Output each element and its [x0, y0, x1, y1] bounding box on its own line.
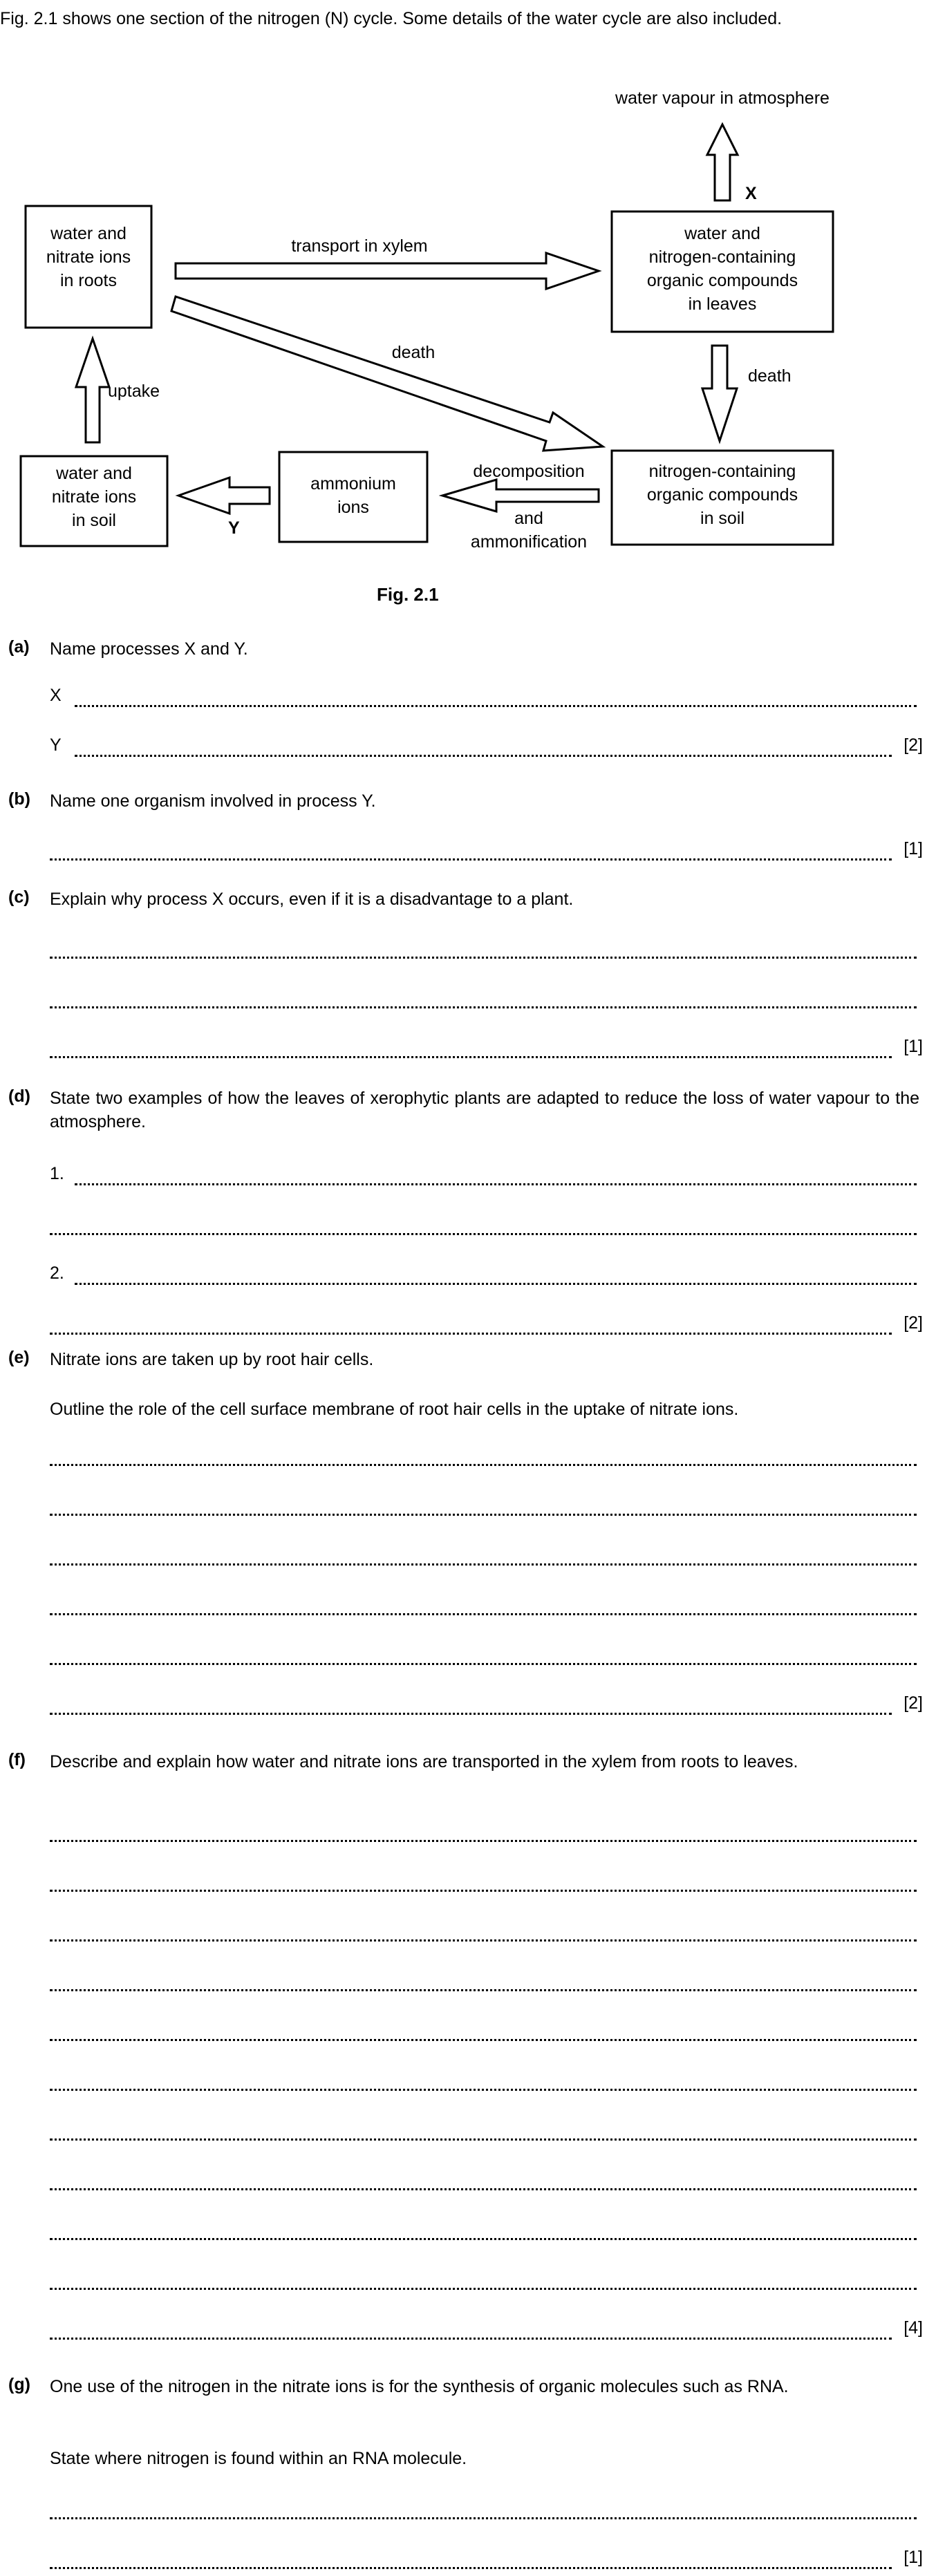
answer-line-f-11[interactable]: [50, 2338, 892, 2340]
arrow-y: [178, 478, 270, 514]
leaves-line-2: nitrogen-containing: [648, 247, 796, 267]
answer-line-x[interactable]: [75, 705, 917, 707]
question-f-text: Describe and explain how water and nitrate ions are transported in the xylem from roots to leaves.: [50, 1752, 798, 1771]
marks-b: [1]: [903, 839, 923, 858]
question-e-text: Nitrate ions are taken up by root hair cells.: [50, 1350, 374, 1369]
arrow-death-diagonal: [171, 297, 603, 451]
soil-nitrate-line-3: in soil: [72, 511, 116, 530]
soil-nitrate-line-2: nitrate ions: [51, 487, 137, 507]
question-g-text-2: State where nitrogen is found within an RNA molecule.: [50, 2449, 467, 2468]
answer-line-g-1[interactable]: [50, 2517, 917, 2519]
roots-line-2: nitrate ions: [46, 247, 131, 267]
question-g-text: One use of the nitrogen in the nitrate ions is for the synthesis of organic molecules such as RNA.: [50, 2377, 789, 2396]
soil-organic-line-3: in soil: [700, 509, 745, 528]
intro-text: Fig. 2.1 shows one section of the nitrogen (N) cycle. Some details of the water cycle are also included.: [0, 9, 783, 28]
label-uptake: uptake: [108, 382, 160, 401]
answer-line-e-3[interactable]: [50, 1563, 917, 1566]
question-a-label: (a): [8, 637, 30, 657]
answer-line-e-5[interactable]: [50, 1663, 917, 1665]
question-a: [0, 637, 923, 762]
ammonium-line-2: ions: [337, 498, 369, 517]
answer-x-label: X: [50, 686, 62, 705]
answer-line-f-4[interactable]: [50, 1989, 917, 1991]
question-c-label: (c): [8, 887, 30, 907]
roots-line-1: water and: [50, 224, 127, 243]
label-and: and: [514, 509, 543, 528]
marks-g: [1]: [903, 2548, 923, 2567]
label-death-vertical: death: [748, 366, 792, 386]
label-x: X: [745, 184, 757, 203]
question-d: [0, 1087, 923, 1342]
question-g: [0, 2375, 923, 2575]
question-d-label: (d): [8, 1087, 30, 1106]
arrow-decomposition: [442, 480, 599, 511]
roots-line-3: in roots: [60, 271, 117, 290]
answer-y-label: Y: [50, 735, 62, 755]
answer-line-e-1[interactable]: [50, 1464, 917, 1466]
question-c: [0, 887, 923, 1067]
soil-organic-line-2: organic compounds: [646, 485, 798, 505]
answer-line-e-6[interactable]: [50, 1713, 892, 1715]
answer-d-num-1: 1.: [50, 1164, 64, 1183]
answer-line-b[interactable]: [50, 858, 892, 861]
answer-line-e-2[interactable]: [50, 1514, 917, 1516]
answer-line-f-2[interactable]: [50, 1890, 917, 1892]
arrow-x: [707, 124, 738, 200]
leaves-line-1: water and: [684, 224, 760, 243]
leaves-line-4: in leaves: [688, 294, 757, 314]
marks-e: [2]: [903, 1693, 923, 1713]
label-decomposition: decomposition: [473, 462, 585, 481]
marks-c: [1]: [903, 1037, 923, 1056]
answer-line-d-3[interactable]: [75, 1283, 917, 1285]
answer-line-c-1[interactable]: [50, 957, 917, 959]
question-e-text-2: Outline the role of the cell surface membrane of root hair cells in the uptake of nitrate ions.: [50, 1400, 739, 1419]
marks-a: [2]: [903, 735, 923, 755]
soil-organic-line-1: nitrogen-containing: [648, 462, 796, 481]
answer-line-c-3[interactable]: [50, 1056, 892, 1058]
question-g-label: (g): [8, 2375, 30, 2394]
question-d-text: State two examples of how the leaves of xerophytic plants are adapted to reduce the loss of water vapour to the atmosphere.: [50, 1089, 919, 1131]
label-atmosphere: water vapour in atmosphere: [615, 88, 830, 108]
question-b: [0, 789, 923, 879]
answer-line-f-10[interactable]: [50, 2288, 917, 2290]
box-ammonium: [279, 452, 427, 542]
marks-f: [4]: [903, 2318, 923, 2338]
soil-nitrate-line-1: water and: [56, 464, 132, 483]
question-c-text: Explain why process X occurs, even if it is a disadvantage to a plant.: [50, 890, 574, 909]
answer-line-f-9[interactable]: [50, 2238, 917, 2240]
label-death-diagonal: death: [391, 343, 436, 362]
ammonium-line-1: ammonium: [310, 474, 396, 493]
question-f-label: (f): [8, 1750, 26, 1769]
question-e-label: (e): [8, 1348, 30, 1367]
label-ammonification: ammonification: [470, 532, 588, 552]
question-f: [0, 1750, 923, 2358]
label-y: Y: [228, 518, 240, 538]
answer-line-e-4[interactable]: [50, 1613, 917, 1615]
answer-line-f-8[interactable]: [50, 2188, 917, 2190]
question-b-text: Name one organism involved in process Y.: [50, 791, 376, 811]
label-transport: transport in xylem: [291, 236, 428, 256]
answer-line-f-1[interactable]: [50, 1840, 917, 1842]
answer-line-y[interactable]: [75, 755, 892, 757]
answer-line-f-3[interactable]: [50, 1939, 917, 1942]
answer-line-d-1[interactable]: [75, 1183, 917, 1185]
answer-line-f-6[interactable]: [50, 2089, 917, 2091]
leaves-line-3: organic compounds: [646, 271, 798, 290]
question-e: [0, 1348, 923, 1721]
arrow-death-vertical: [702, 346, 737, 441]
answer-line-c-2[interactable]: [50, 1006, 917, 1008]
answer-d-num-2: 2.: [50, 1263, 64, 1283]
marks-d: [2]: [903, 1313, 923, 1333]
answer-line-f-5[interactable]: [50, 2039, 917, 2041]
arrow-uptake: [76, 339, 109, 442]
answer-line-f-7[interactable]: [50, 2138, 917, 2141]
question-a-text: Name processes X and Y.: [50, 639, 248, 659]
figure-caption: Fig. 2.1: [377, 584, 439, 605]
answer-line-d-4[interactable]: [50, 1333, 892, 1335]
answer-line-g-2[interactable]: [50, 2567, 892, 2569]
arrow-transport: [176, 253, 599, 289]
nitrogen-cycle-diagram: [0, 69, 927, 574]
question-b-label: (b): [8, 789, 30, 809]
answer-line-d-2[interactable]: [50, 1233, 917, 1235]
